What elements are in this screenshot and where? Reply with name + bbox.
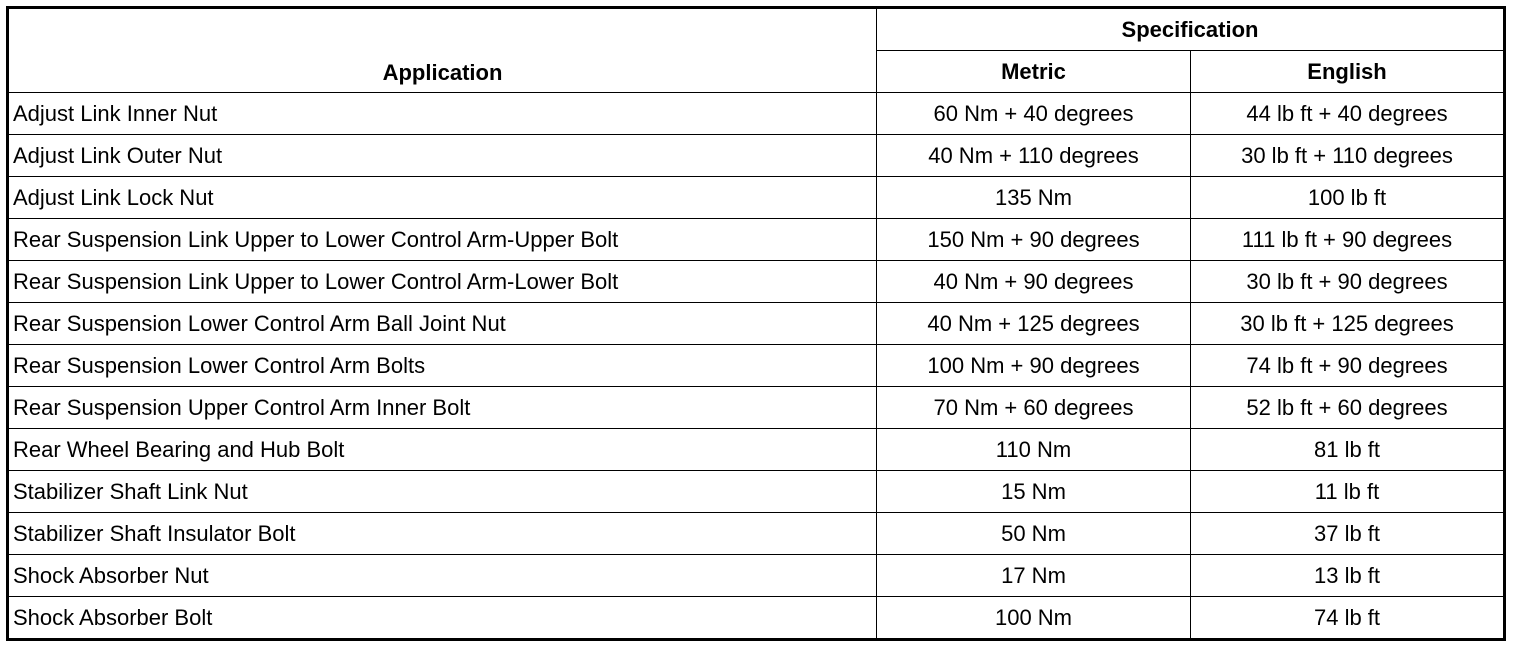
specification-header: Specification [877,8,1505,51]
english-cell: 13 lb ft [1191,555,1505,597]
english-cell: 52 lb ft + 60 degrees [1191,387,1505,429]
metric-header: Metric [877,51,1191,93]
application-cell: Adjust Link Inner Nut [8,93,877,135]
english-cell: 30 lb ft + 110 degrees [1191,135,1505,177]
metric-cell: 110 Nm [877,429,1191,471]
english-cell: 74 lb ft [1191,597,1505,640]
table-row [8,513,1505,555]
english-cell: 100 lb ft [1191,177,1505,219]
english-cell: 81 lb ft [1191,429,1505,471]
english-cell: 111 lb ft + 90 degrees [1191,219,1505,261]
metric-cell: 100 Nm + 90 degrees [877,345,1191,387]
table-row [8,177,1505,219]
metric-cell: 40 Nm + 110 degrees [877,135,1191,177]
application-cell: Stabilizer Shaft Insulator Bolt [8,513,877,555]
application-header: Application [8,8,877,93]
metric-cell: 100 Nm [877,597,1191,640]
metric-cell: 70 Nm + 60 degrees [877,387,1191,429]
table-body [8,93,1505,640]
application-cell: Shock Absorber Bolt [8,597,877,640]
table-row [8,135,1505,177]
english-cell: 74 lb ft + 90 degrees [1191,345,1505,387]
table-row [8,429,1505,471]
metric-cell: 40 Nm + 90 degrees [877,261,1191,303]
application-cell: Shock Absorber Nut [8,555,877,597]
metric-cell: 150 Nm + 90 degrees [877,219,1191,261]
english-cell: 30 lb ft + 90 degrees [1191,261,1505,303]
table-row [8,471,1505,513]
table-row [8,597,1505,640]
metric-cell: 40 Nm + 125 degrees [877,303,1191,345]
table-row [8,219,1505,261]
table-row [8,345,1505,387]
application-cell: Rear Suspension Upper Control Arm Inner Bolt [8,387,877,429]
english-header: English [1191,51,1505,93]
table-row [8,303,1505,345]
table-row [8,387,1505,429]
table-row [8,93,1505,135]
application-cell: Rear Suspension Link Upper to Lower Control Arm-Upper Bolt [8,219,877,261]
application-cell: Stabilizer Shaft Link Nut [8,471,877,513]
table-header [8,8,1505,93]
metric-cell: 135 Nm [877,177,1191,219]
application-cell: Rear Suspension Lower Control Arm Ball Joint Nut [8,303,877,345]
english-cell: 30 lb ft + 125 degrees [1191,303,1505,345]
english-cell: 44 lb ft + 40 degrees [1191,93,1505,135]
english-cell: 37 lb ft [1191,513,1505,555]
torque-spec-table [6,6,1506,641]
table-row [8,555,1505,597]
application-cell: Rear Suspension Lower Control Arm Bolts [8,345,877,387]
metric-cell: 15 Nm [877,471,1191,513]
metric-cell: 50 Nm [877,513,1191,555]
header-row-top [8,8,1505,51]
application-cell: Adjust Link Outer Nut [8,135,877,177]
application-cell: Adjust Link Lock Nut [8,177,877,219]
english-cell: 11 lb ft [1191,471,1505,513]
metric-cell: 17 Nm [877,555,1191,597]
metric-cell: 60 Nm + 40 degrees [877,93,1191,135]
application-cell: Rear Suspension Link Upper to Lower Control Arm-Lower Bolt [8,261,877,303]
table-row [8,261,1505,303]
application-cell: Rear Wheel Bearing and Hub Bolt [8,429,877,471]
